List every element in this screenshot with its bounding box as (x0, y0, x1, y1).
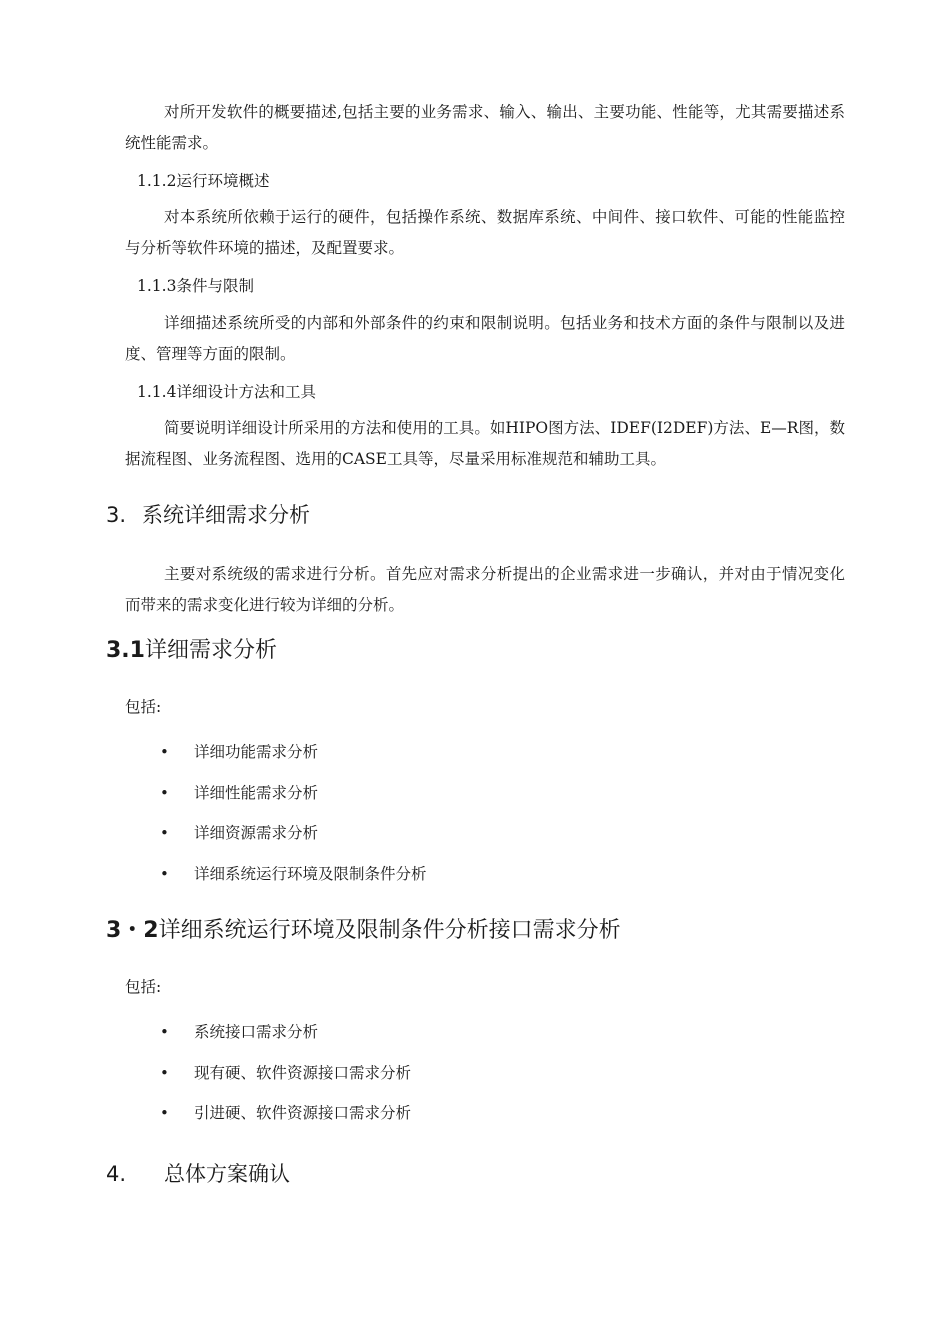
section-number: 3. (106, 503, 127, 527)
section-number: 4. (106, 1162, 127, 1186)
subsection-paragraph-1-1-2: 对本系统所依赖于运行的硬件，包括操作系统、数据库系统、中间件、接口软件、可能的性能监控与分析等软件环境的描述，及配置要求。 (125, 208, 845, 257)
overview-paragraph: 对所开发软件的概要描述,包括主要的业务需求、输入、输出、主要功能、性能等，尤其需要描述系统性能需求。 (125, 103, 845, 152)
bullet-list-3-1 (160, 740, 427, 902)
list-item-text: 详细资源需求分析 (194, 824, 319, 842)
subsection-number: 1.1.4 (137, 383, 177, 401)
bullet-icon: • (160, 1104, 169, 1122)
section-3-paragraph: 主要对系统级的需求进行分析。首先应对需求分析提出的企业需求进一步确认，并对由于情况变化而带来的需求变化进行较为详细的分析。 (125, 565, 845, 614)
list-item-text: 详细性能需求分析 (194, 783, 319, 802)
list-item (160, 1101, 411, 1142)
subsection-title: 条件与限制 (176, 277, 254, 295)
subsection-number: 1.1.2 (137, 172, 177, 190)
list-item (160, 740, 427, 781)
bullet-icon: • (160, 743, 169, 761)
list-item-text: 系统接口需求分析 (194, 1023, 319, 1041)
section-heading-3-2 (106, 916, 621, 946)
section-heading-4 (106, 1159, 290, 1189)
list-item (160, 821, 427, 862)
section-number: 3.1 (106, 638, 145, 663)
includes-label: 包括: (125, 978, 162, 996)
subsection-title: 详细设计方法和工具 (176, 383, 316, 401)
list-item-text: 详细系统运行环境及限制条件分析 (194, 864, 427, 883)
bullet-icon: • (160, 864, 169, 883)
section-title: 详细系统运行环境及限制条件分析接口需求分析 (158, 918, 621, 943)
subsection-heading-1-1-4 (137, 380, 316, 404)
bullet-icon: • (160, 783, 169, 802)
list-item-text: 引进硬、软件资源接口需求分析 (194, 1104, 412, 1122)
section-title: 详细需求分析 (144, 638, 277, 663)
subsection-title: 运行环境概述 (176, 172, 270, 190)
bullet-icon: • (160, 1023, 169, 1041)
subsection-paragraph-1-1-4: 简要说明详细设计所采用的方法和使用的工具。如HIPO图方法、IDEF(I2DEF)方法、E—R图，数据流程图、业务流程图、选用的CASE工具等，尽量采用标准规范和辅助工具。 (125, 419, 845, 468)
subsection-heading-1-1-2 (137, 169, 269, 193)
list-item (160, 1061, 411, 1102)
list-item (160, 781, 427, 822)
list-item (160, 1020, 411, 1061)
subsection-paragraph-1-1-3: 详细描述系统所受的内部和外部条件的约束和限制说明。包括业务和技术方面的条件与限制以及进度、管理等方面的限制。 (125, 314, 845, 363)
includes-label: 包括: (125, 698, 162, 716)
section-title: 系统详细需求分析 (142, 503, 310, 527)
section-heading-3 (106, 500, 310, 530)
bullet-icon: • (160, 1063, 169, 1082)
section-title: 总体方案确认 (164, 1162, 290, 1186)
list-item-text: 现有硬、软件资源接口需求分析 (194, 1063, 412, 1082)
list-item-text: 详细功能需求分析 (194, 743, 319, 761)
section-heading-3-1 (106, 636, 277, 666)
bullet-icon: • (160, 824, 169, 842)
subsection-heading-1-1-3 (137, 274, 254, 298)
subsection-number: 1.1.3 (137, 277, 177, 295)
bullet-list-3-2 (160, 1020, 411, 1142)
list-item (160, 862, 427, 903)
section-number: 3・2 (106, 918, 159, 943)
